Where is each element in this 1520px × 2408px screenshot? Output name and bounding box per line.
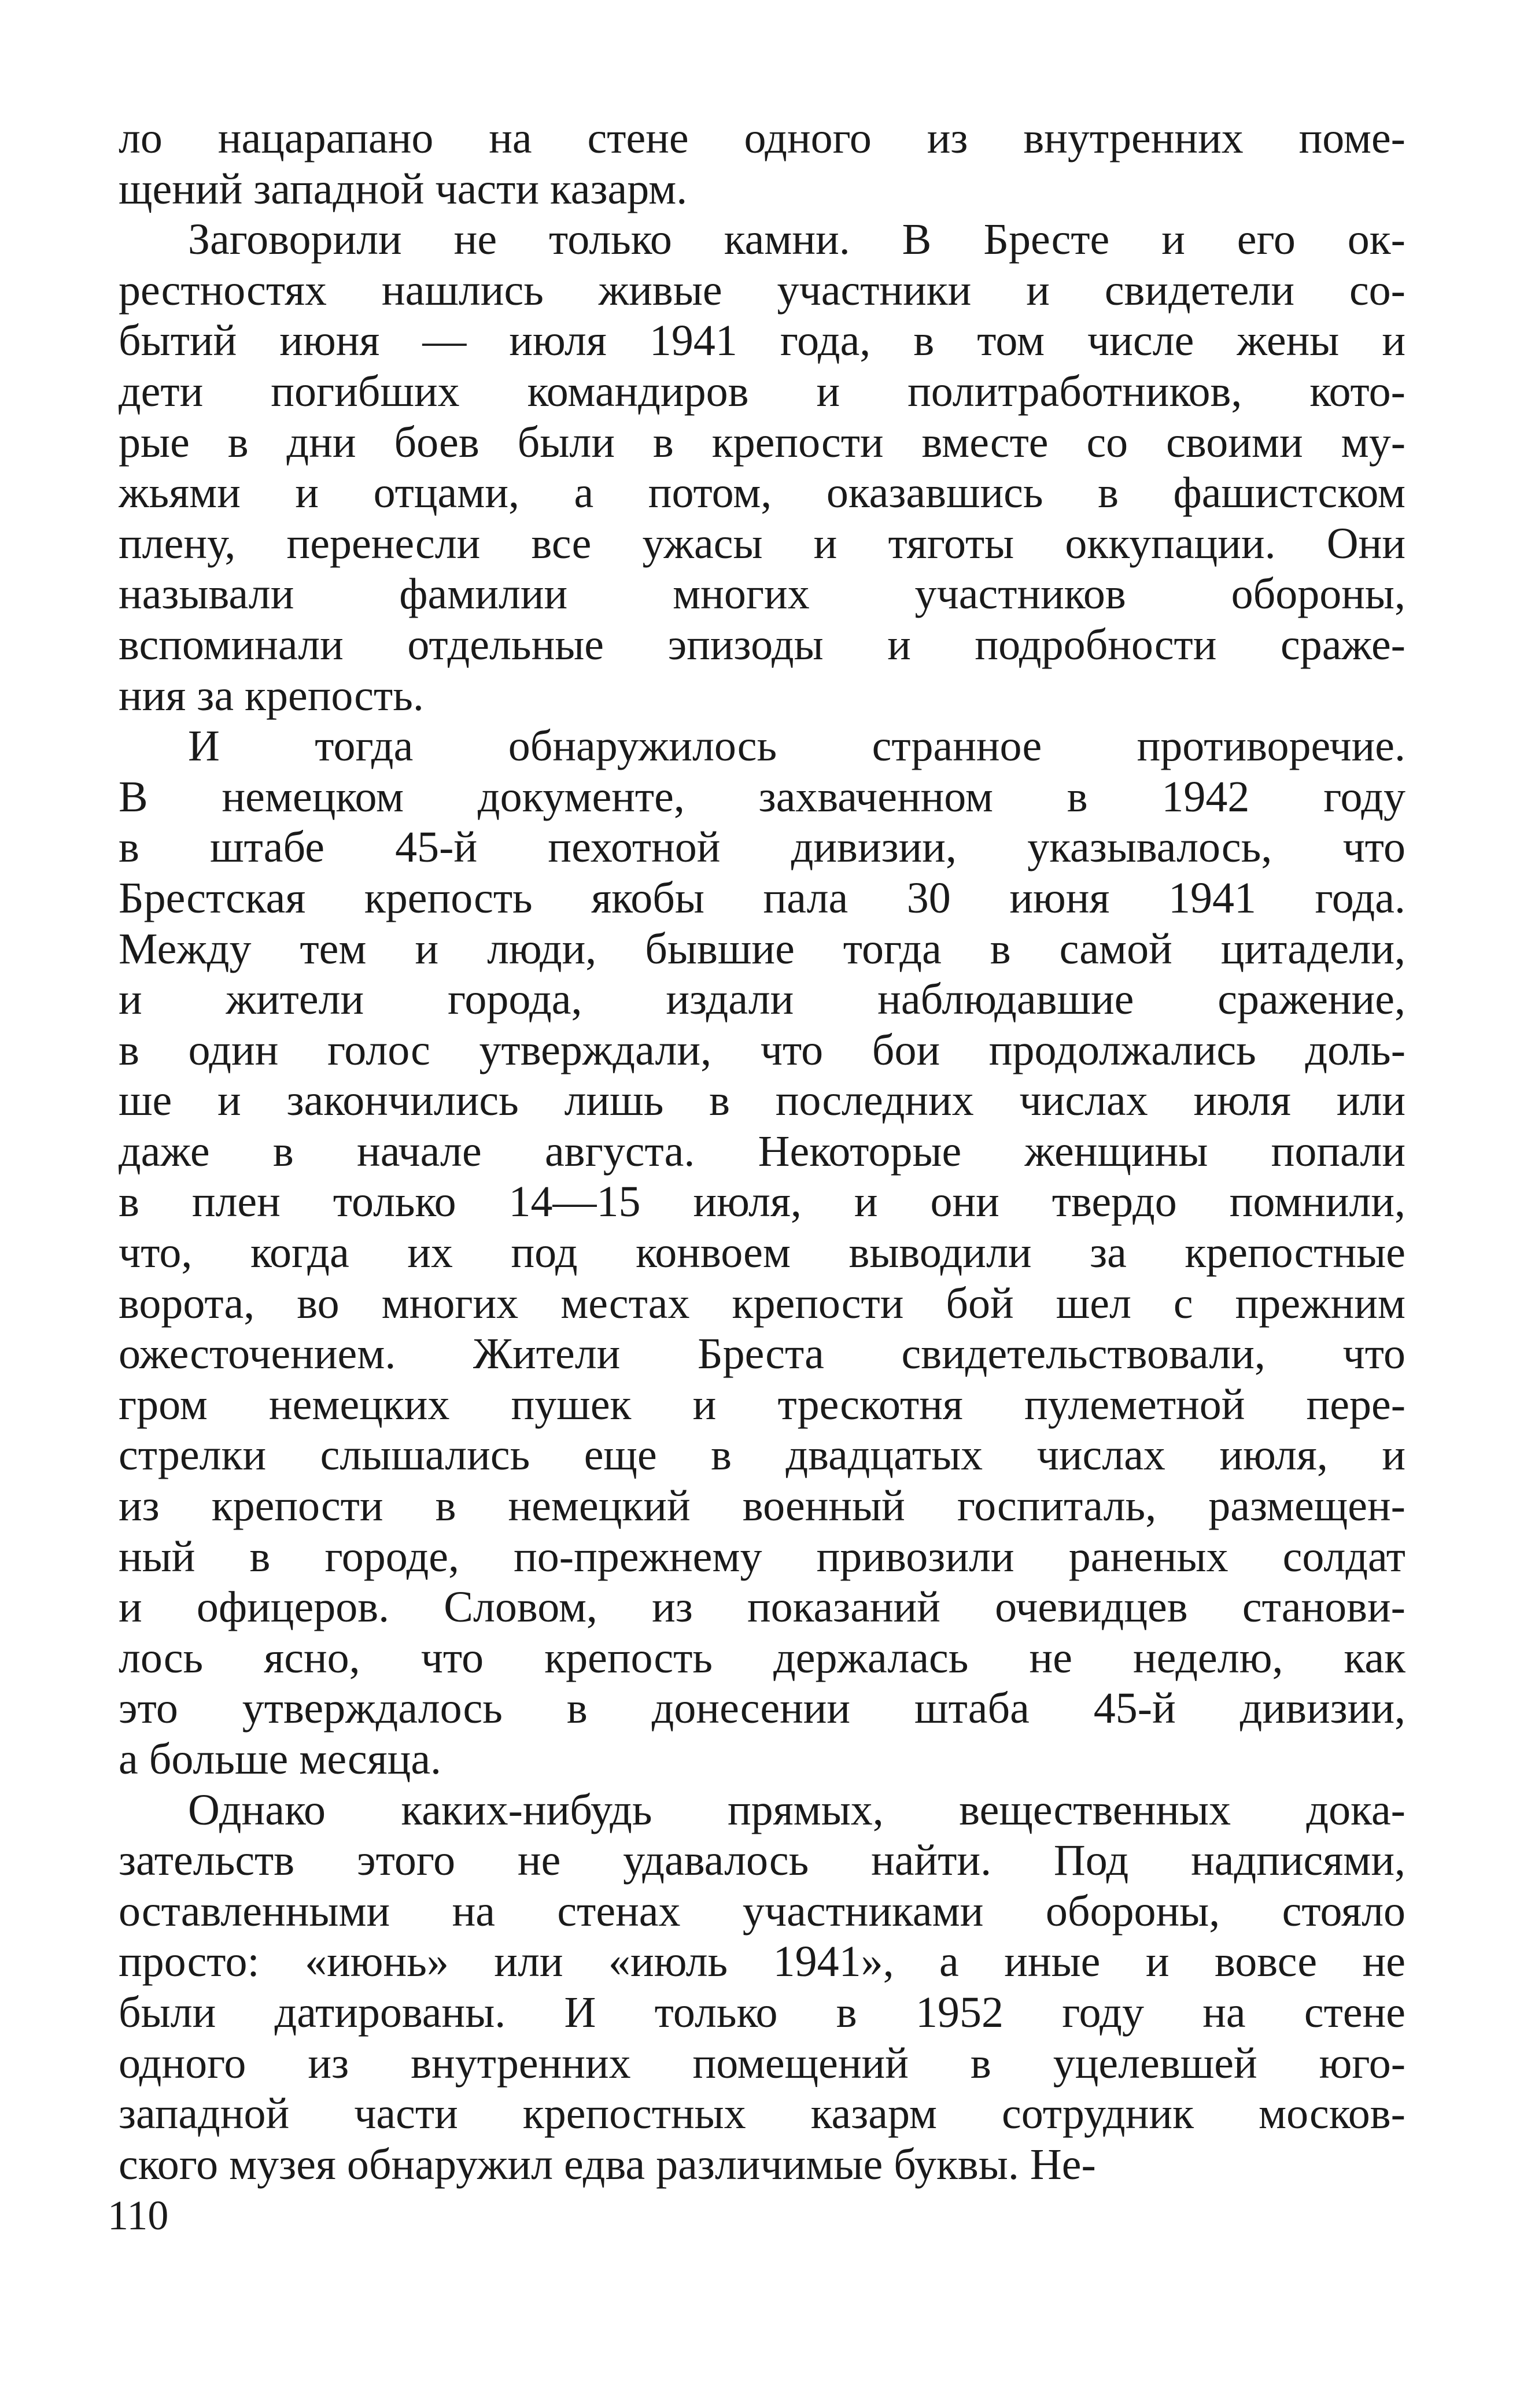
text-line: бытий июня — июля 1941 года, в том числе жены и [119, 316, 1405, 365]
text-line: ожесточением. Жители Бреста свидетельствовали, что [119, 1329, 1405, 1379]
paragraph [119, 721, 1405, 1785]
text-line: вспоминали отдельные эпизоды и подробности сраже- [119, 620, 1405, 669]
text-line: западной части крепостных казарм сотрудник москов- [119, 2089, 1405, 2139]
text-line: Брестская крепость якобы пала 30 июня 1941 года. [119, 873, 1405, 922]
text-line: дети погибших командиров и политработников, кото- [119, 367, 1405, 416]
text-line: рые в дни боев были в крепости вместе со своими му- [119, 418, 1405, 467]
body-text [119, 113, 1405, 2190]
text-line: ше и закончились лишь в последних числах июля или [119, 1076, 1405, 1125]
text-line: в штабе 45-й пехотной дивизии, указывалось, что [119, 823, 1405, 872]
paragraph [119, 113, 1405, 215]
text-line: ского музея обнаружил едва различимые буквы. Не- [119, 2140, 1096, 2189]
text-line: одного из внутренних помещений в уцелевшей юго- [119, 2038, 1405, 2088]
text-line: из крепости в немецкий военный госпиталь, размещен- [119, 1482, 1405, 1531]
text-line: даже в начале августа. Некоторые женщины попали [119, 1127, 1405, 1176]
text-line: ный в городе, по-прежнему привозили раненых солдат [119, 1532, 1405, 1581]
text-line: гром немецких пушек и трескотня пулеметной пере- [119, 1380, 1405, 1429]
page-number: 110 [108, 2192, 169, 2239]
text-line: плену, перенесли все ужасы и тяготы оккупации. Они [119, 519, 1405, 568]
paragraph [119, 1785, 1405, 2191]
text-line: лось ясно, что крепость держалась не неделю, как [119, 1633, 1405, 1682]
text-line: это утверждалось в донесении штаба 45-й дивизии, [119, 1684, 1405, 1733]
text-line: что, когда их под конвоем выводили за крепостные [119, 1228, 1405, 1277]
text-line: Между тем и люди, бывшие тогда в самой цитадели, [119, 924, 1405, 973]
text-line: Однако каких-нибудь прямых, вещественных дока- [188, 1785, 1405, 1834]
text-line: ния за крепость. [119, 671, 424, 720]
text-line: просто: «июнь» или «июль 1941», а иные и вовсе не [119, 1937, 1405, 1986]
text-line: ворота, во многих местах крепости бой шел с прежним [119, 1279, 1405, 1328]
text-line: в плен только 14—15 июля, и они твердо помнили, [119, 1177, 1405, 1227]
text-line: щений западной части казарм. [119, 164, 688, 213]
paragraph [119, 215, 1405, 721]
text-line: В немецком документе, захваченном в 1942 году [119, 772, 1405, 821]
text-line: ло нацарапано на стене одного из внутренних поме- [119, 114, 1405, 162]
text-line: были датированы. И только в 1952 году на стене [119, 1988, 1405, 2037]
text-line: И тогда обнаружилось странное противоречие. [188, 722, 1405, 771]
text-line: называли фамилии многих участников обороны, [119, 570, 1405, 619]
text-line: в один голос утверждали, что бои продолжались доль- [119, 1025, 1405, 1074]
text-line: и офицеров. Словом, из показаний очевидцев станови- [119, 1583, 1405, 1632]
text-line: жьями и отцами, а потом, оказавшись в фашистском [119, 468, 1405, 518]
text-line: зательств этого не удавалось найти. Под надписями, [119, 1836, 1405, 1885]
text-line: и жители города, издали наблюдавшие сражение, [119, 975, 1405, 1024]
text-line: стрелки слышались еще в двадцатых числах июля, и [119, 1431, 1405, 1480]
text-line: а больше месяца. [119, 1735, 442, 1783]
text-line: рестностях нашлись живые участники и свидетели со- [119, 265, 1405, 315]
text-line: оставленными на стенах участниками обороны, стояло [119, 1886, 1405, 1936]
text-line: Заговорили не только камни. В Бресте и его ок- [188, 215, 1405, 264]
